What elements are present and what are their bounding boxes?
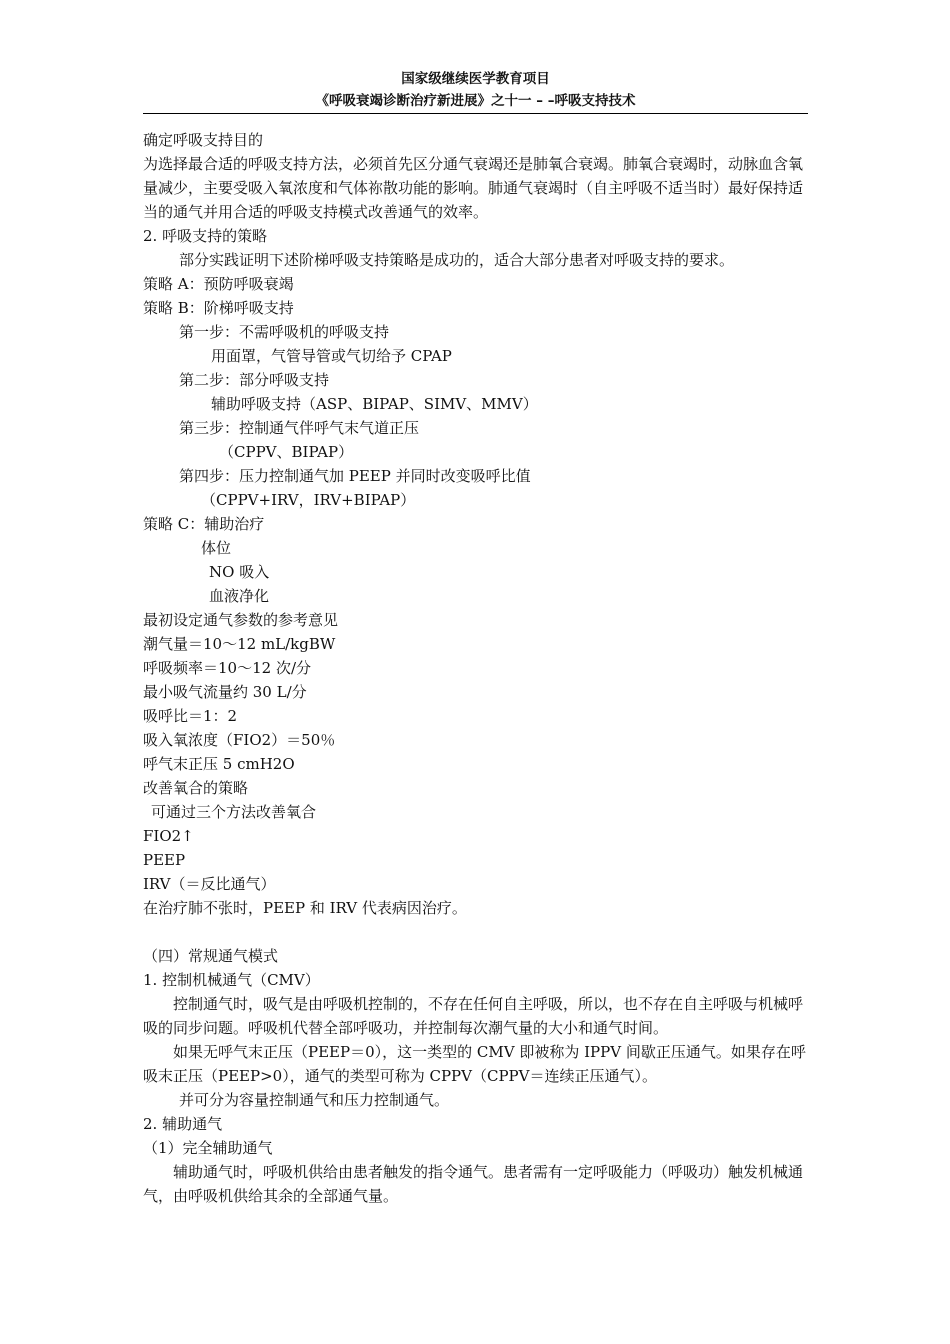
step-three-detail: （CPPV、BIPAP）	[219, 443, 354, 461]
cmv-paragraph-1: 控制通气时，吸气是由呼吸机控制的，不存在任何自主呼吸，所以，也不存在自主呼吸与机械呼吸的同步问题。呼吸机代替全部呼吸功，并控制每次潮气量的大小和通气时间。	[143, 995, 804, 1037]
blank-line	[143, 920, 808, 944]
assisted-heading: 2. 辅助通气	[143, 1115, 223, 1133]
param-tidal-volume: 潮气量＝10～12 mL/kgBW	[143, 635, 336, 653]
step-three: 第三步：控制通气伴呼气末气道正压	[179, 419, 420, 437]
cmv-paragraph-2: 如果无呼气末正压（PEEP＝0），这一类型的 CMV 即被称为 IPPV 间歇正压通气。如果存在呼吸末正压（PEEP>0），通气的类型可称为 CPPV（CPPV＝连续正压通气）。	[143, 1043, 806, 1085]
heading-strategy: 2. 呼吸支持的策略	[143, 227, 268, 245]
oxygenation-irv: IRV（＝反比通气）	[143, 875, 276, 893]
assisted-paragraph: 辅助通气时，呼吸机供给由患者触发的指令通气。患者需有一定呼吸能力（呼吸功）触发机械通气，由呼吸机供给其余的全部通气量。	[143, 1163, 804, 1205]
heading-initial-params: 最初设定通气参数的参考意见	[143, 611, 339, 629]
document-body	[143, 128, 808, 1208]
strategy-c-blood: 血液净化	[209, 587, 270, 605]
oxygenation-intro: 可通过三个方法改善氧合	[151, 803, 317, 821]
full-assisted-heading: （1）完全辅助通气	[143, 1139, 273, 1157]
step-two: 第二步：部分呼吸支持	[179, 371, 330, 389]
cmv-classification: 并可分为容量控制通气和压力控制通气。	[179, 1091, 450, 1109]
step-two-detail: 辅助呼吸支持（ASP、BIPAP、SIMV、MMV）	[211, 395, 538, 413]
step-four: 第四步：压力控制通气加 PEEP 并同时改变吸呼比值	[179, 467, 531, 485]
strategy-c: 策略 C：辅助治疗	[143, 515, 265, 533]
cmv-heading: 1. 控制机械通气（CMV）	[143, 971, 320, 989]
param-flow: 最小吸气流量约 30 L/分	[143, 683, 307, 701]
step-one: 第一步：不需呼吸机的呼吸支持	[179, 323, 390, 341]
step-four-detail: （CPPV+IRV，IRV+BIPAP）	[201, 491, 416, 509]
section-four-heading: （四）常规通气模式	[143, 947, 279, 965]
strategy-a: 策略 A：预防呼吸衰竭	[143, 275, 294, 293]
strategy-b: 策略 B：阶梯呼吸支持	[143, 299, 294, 317]
page-header	[143, 68, 808, 112]
oxygenation-peep: PEEP	[143, 851, 186, 869]
header-project-title: 国家级继续医学教育项目	[401, 71, 550, 87]
strategy-c-position: 体位	[201, 539, 232, 557]
param-rate: 呼吸频率＝10～12 次/分	[143, 659, 311, 677]
heading-oxygenation: 改善氧合的策略	[143, 779, 249, 797]
paragraph-purpose: 为选择最合适的呼吸支持方法，必须首先区分通气衰竭还是肺氧合衰竭。肺氧合衰竭时，动脉血含氧量减少，主要受吸入氧浓度和气体祢散功能的影响。肺通气衰竭时（自主呼吸不适当时）最好保持适当的通气并用合适的呼吸支持模式改善通气的效率。	[143, 155, 804, 221]
header-series-title: 《呼吸衰竭诊断治疗新进展》之十一 – –呼吸支持技术	[315, 93, 636, 109]
step-one-detail: 用面罩，气管导管或气切给予 CPAP	[211, 347, 452, 365]
oxygenation-fio2: FIO2↑	[143, 827, 194, 845]
header-rule	[143, 113, 808, 114]
heading-purpose: 确定呼吸支持目的	[143, 131, 264, 149]
atelectasis-note: 在治疗肺不张时，PEEP 和 IRV 代表病因治疗。	[143, 899, 467, 917]
param-peep: 呼气末正压 5 cmH2O	[143, 755, 295, 773]
strategy-intro: 部分实践证明下述阶梯呼吸支持策略是成功的，适合大部分患者对呼吸支持的要求。	[179, 251, 735, 269]
param-ie-ratio: 吸呼比＝1：2	[143, 707, 238, 725]
param-fio2: 吸入氧浓度（FIO2）＝50％	[143, 731, 336, 749]
strategy-c-no: NO 吸入	[209, 563, 270, 581]
